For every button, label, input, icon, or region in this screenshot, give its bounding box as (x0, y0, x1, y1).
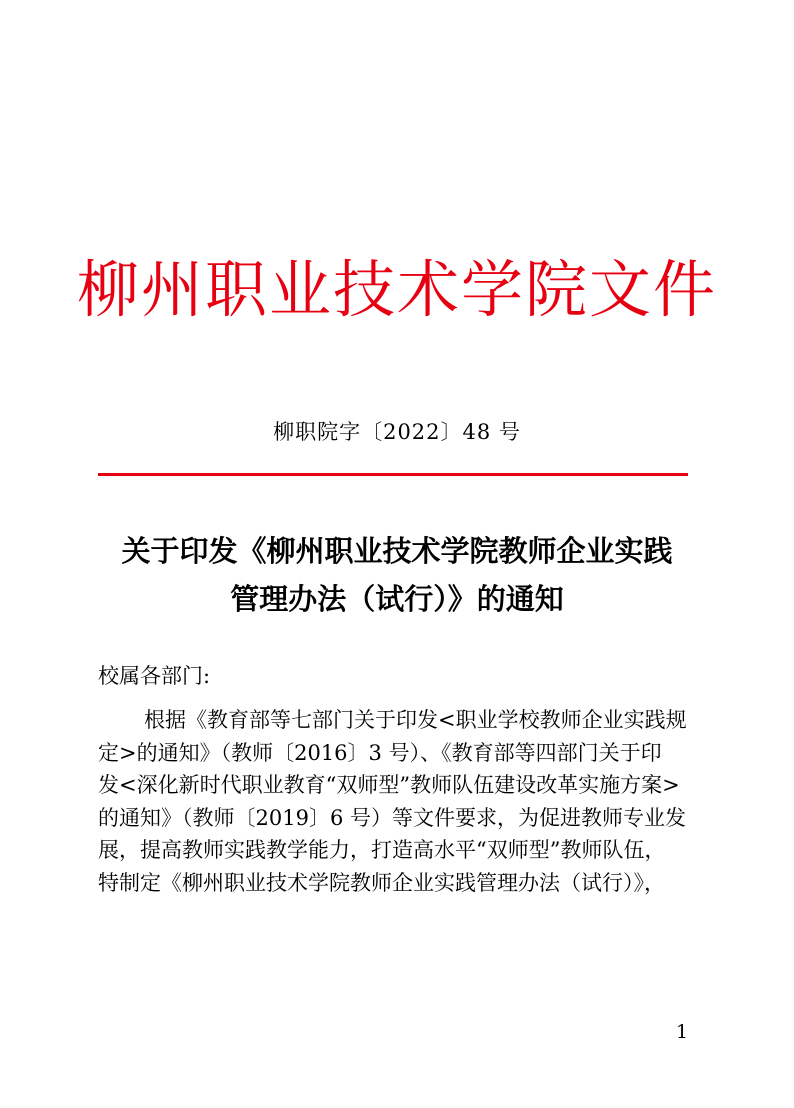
notice-title-line-1: 关于印发《柳州职业技术学院教师企业实践 (121, 534, 673, 568)
body-line-6: 特制定《柳州职业技术学院教师企业实践管理办法（试行）》， (98, 870, 665, 895)
notice-title (60, 527, 734, 623)
body-line-3: 发<深化新时代职业教育“双师型”教师队伍建设改革实施方案> (98, 773, 680, 797)
notice-body (98, 704, 698, 899)
notice-title-line-2: 管理办法（试行）》的通知 (230, 582, 564, 616)
body-line-4: 的通知》（教师〔2019〕6 号）等文件要求，为促进教师专业发 (98, 805, 686, 830)
body-line-1: 根据《教育部等七部门关于印发<职业学校教师企业实践规 (144, 708, 687, 732)
body-line-5: 展，提高教师实践教学能力，打造高水平“双师型”教师队伍， (98, 838, 666, 862)
institution-header-title: 柳州职业技术学院文件 (76, 253, 717, 326)
red-divider-line (98, 473, 688, 476)
page-number: 1 (676, 1021, 689, 1043)
document-number: 柳职院字〔2022〕48 号 (273, 420, 521, 444)
salutation: 校属各部门: (98, 664, 211, 688)
body-line-2: 定>的通知》（教师〔2016〕3 号）、《教育部等四部门关于印 (98, 740, 662, 765)
